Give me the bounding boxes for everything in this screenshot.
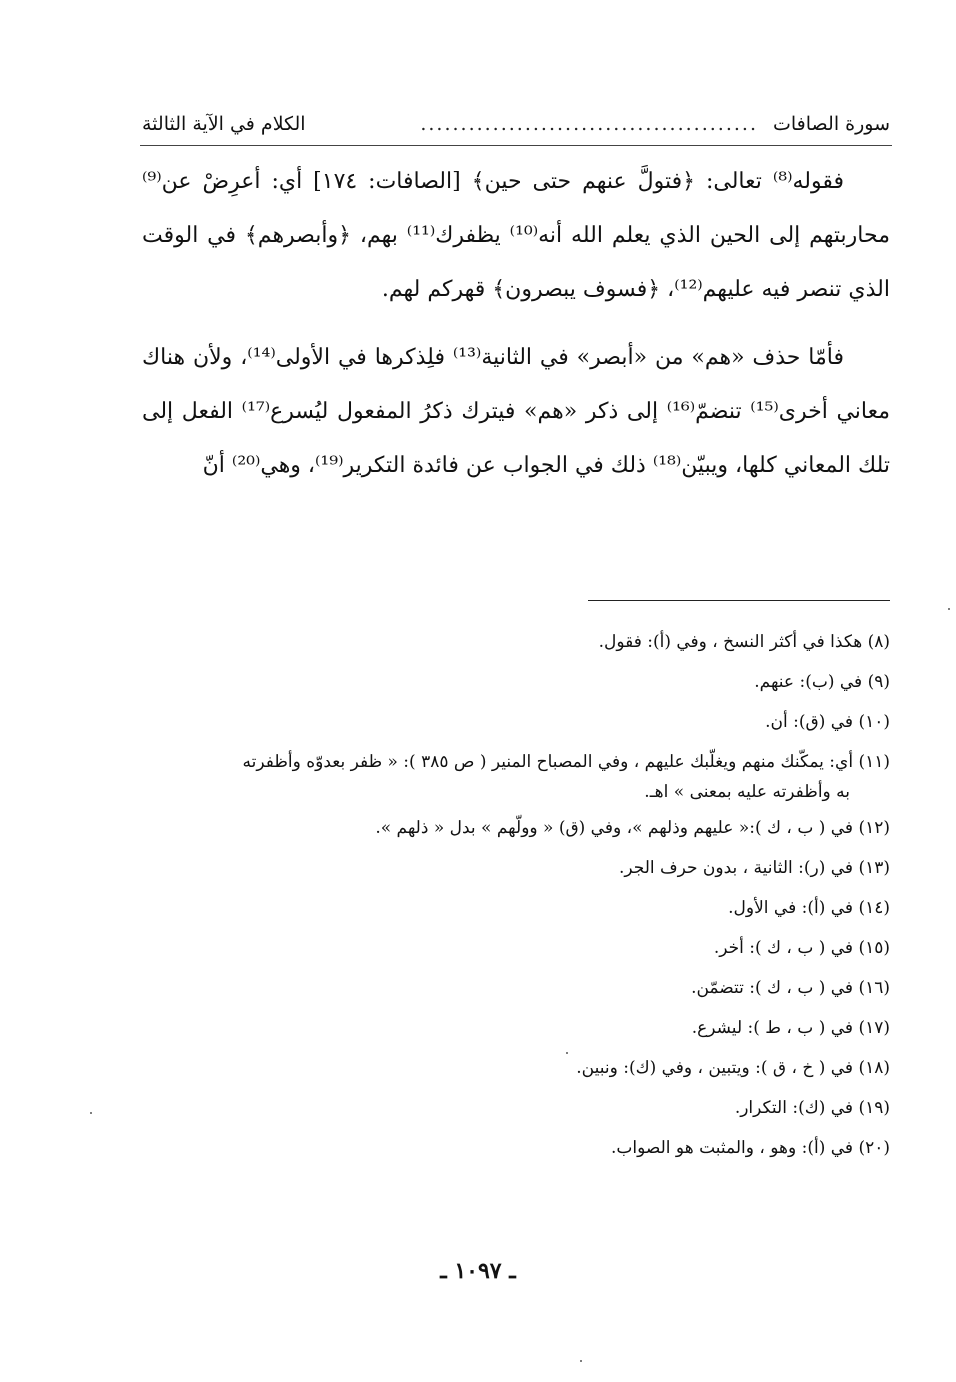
footnote-continuation: به وأظفرته عليه بمعنى » اهـ. (644, 782, 850, 802)
footnote: (١٠) في (ق): أن. (765, 712, 890, 732)
scan-speck (948, 608, 950, 610)
footnote: (١٨) في ( خ ، ق ): ويتبين ، وفي (ك): ونبين. (576, 1058, 890, 1078)
footnotes (142, 622, 890, 1168)
footnote: (٨) هكذا في أكثر النسخ ، وفي (أ): فقول. (598, 632, 890, 652)
footnote: (٢٠) في (أ): وهو ، والمثبت هو الصواب. (610, 1138, 890, 1158)
scan-speck (90, 1112, 92, 1114)
footnote: (١٦) في ( ب ، ك ): تتضمّن. (691, 978, 890, 998)
footnote: (١٤) في (أ): في الأول. (728, 898, 890, 918)
footnote: (٩) في (ب): عنهم. (754, 672, 890, 692)
footnote: (١٥) في ( ب ، ك ): أخر. (713, 938, 890, 958)
header-divider (140, 145, 892, 146)
footnote: (١٢) في ( ب ، ك ):« عليهم وذلهم »، وفي (ق) « وولّهم » بدل « ذلهم ». (375, 818, 890, 838)
paragraph: فأمّا حذف «هم» من «أبصر» في الثانية⁽¹³⁾ فلِذكرها في الأولى⁽¹⁴⁾، ولأن هناك معاني أخرى⁽¹⁵⁾ تنضمّ⁽¹⁶⁾ إلى ذكر «هم» فيترك ذكرُ المفعول ليُسرع⁽¹⁷⁾ الفعل إلى تلك المعاني كلها، ويبيّن⁽¹⁸⁾ ذلك في الجواب عن فائدة التكرير⁽¹⁹⁾، وهي⁽²⁰⁾ أنّ (142, 345, 891, 478)
header-leader-dots: .......................................... (420, 113, 758, 135)
running-header (142, 105, 890, 145)
footnote-divider (588, 600, 890, 601)
surah-title: سورة الصافات (773, 113, 890, 135)
footnote: (١٧) في ( ب ، ط ): ليشرع. (691, 1018, 890, 1038)
paragraph: فقوله⁽⁸⁾ تعالى: ﴿فتولَّ عنهم حتى حين﴾ [الصافات: ١٧٤] أي: أعرِضْ عن⁽⁹⁾ محاربتهم إلى الحين الذي يعلم الله أنه⁽¹⁰⁾ يظفرك⁽¹¹⁾ بهم، ﴿وأبصرهم﴾ في الوقت الذي تنصر فيه عليهم⁽¹²⁾، ﴿فسوف يبصرون﴾ قهركم لهم. (142, 169, 890, 302)
page-number: ـ ١٠٩٧ ـ (440, 1258, 516, 1284)
footnote: (١١) أي: يمكّنك منهم ويغلّبك عليهم ، وفي المصباح المنير ( ص ٣٨٥ ): « ظفر بعدوّه وأظفرته (242, 752, 890, 772)
footnote: (١٩) في (ك): التكرار. (734, 1098, 890, 1118)
section-title: الكلام في الآية الثالثة (142, 113, 306, 135)
scan-speck (580, 1360, 582, 1362)
footnote: (١٣) في (ر): الثانية ، بدون حرف الجر. (618, 858, 890, 878)
scan-speck (566, 1052, 568, 1054)
main-text (142, 155, 890, 507)
